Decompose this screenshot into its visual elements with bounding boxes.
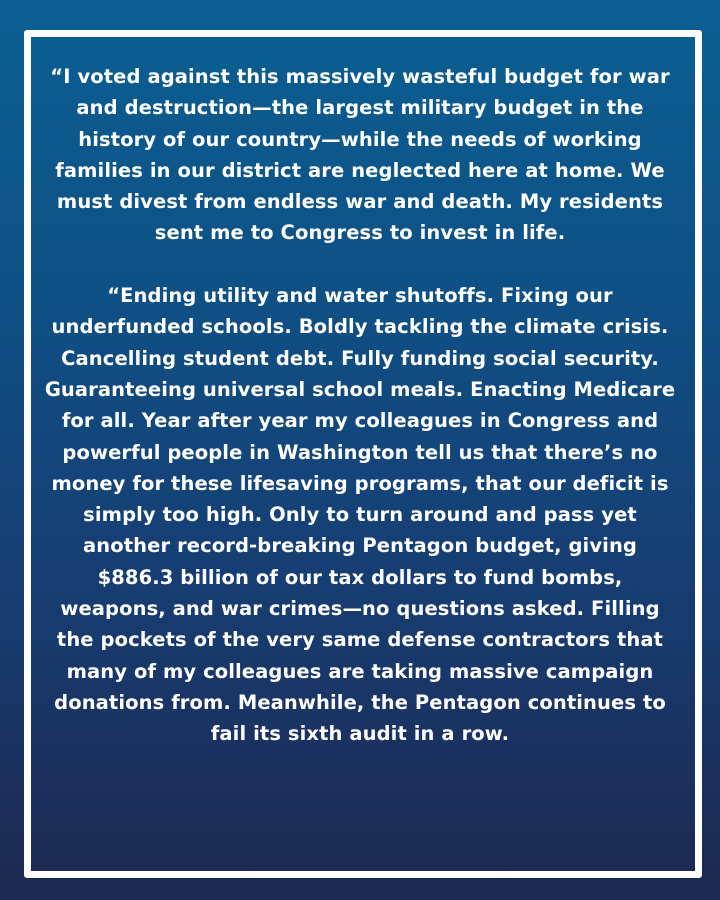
quote-text-block [44, 61, 676, 750]
quote-paragraph-1: “I voted against this massively wasteful budget for war and destruction—the largest military budget in the history of our country—while the needs of working families in our district are neglected here at home. We must divest from endless war and death. My residents sent me to Congress to invest in life. [50, 65, 670, 245]
quote-paragraph-2: “Ending utility and water shutoffs. Fixing our underfunded schools. Boldly tackling the climate crisis. Cancelling student debt. Fully funding social security. Guaranteeing universal school meals. Enacting Medicare for all. Year after year my colleagues in Congress and powerful people in Washington tell us that there’s no money for these lifesaving programs, that our deficit is simply too high. Only to turn around and pass yet another record-breaking Pentagon budget, giving $886.3 billion of our tax dollars to fund bombs, weapons, and war crimes—no questions asked. Filling the pockets of the very same defense contractors that many of my colleagues are taking massive campaign donations from. Meanwhile, the Pentagon continues to fail its sixth audit in a row. [44, 284, 676, 746]
